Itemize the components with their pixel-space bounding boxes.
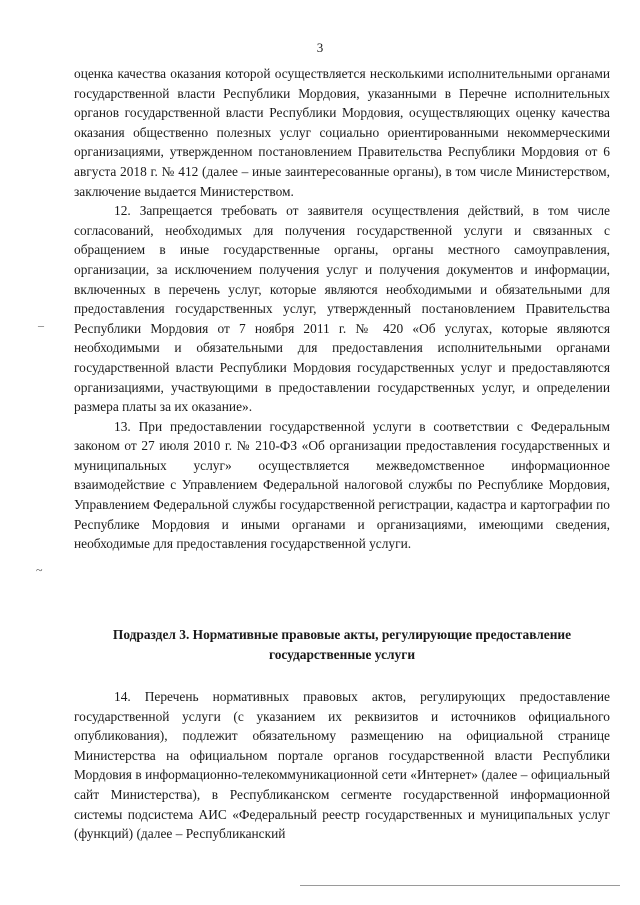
footer-rule <box>300 885 620 886</box>
paragraph-13: 13. При предоставлении государственной услуги в соответствии с Федеральным законом от 27 июля 2010 г. № 210-ФЗ «Об организации предоставления государственных и муниципальных услуг» осуществляется межведомственное информационное взаимодействие с Управлением Федеральной налоговой службы по Республике Мордовия, Управлением Федеральной службы государственной регистрации, кадастра и картографии по Республике Мордовия и иными органами и организациями, имеющими сведения, необходимые для предоставления государственной услуги. <box>74 418 610 552</box>
paragraph-12: 12. Запрещается требовать от заявителя осуществления действий, в том числе согласований, необходимых для получения государственной услуги и связанных с обращением в иные государственные органы, органы местного самоуправления, организации, за исключением получения услуг и получения документов и информации, включенных в перечень услуг, которые являются необходимыми и обязательными для предоставления государственных услуг, утвержденный постановлением Правительства Республики Мордовия от 7 ноября 2011 г. № 420 «Об услугах, которые являются необходимыми и обязательными для предоставления исполнительными органами государственной власти Республики Мордовия государственных услуг и предоставляются организациями, участвующими в предоставлении государственных услуг, и определении размера платы за их оказание». <box>74 203 610 415</box>
section-heading: Подраздел 3. Нормативные правовые акты, регулирующие предоставление государственные услуги <box>112 627 572 662</box>
paragraph-continuation: оценка качества оказания которой осуществляется несколькими исполнительными органами государственной власти Республики Мордовия, указанными в Перечне исполнительных органов государственной власти Республики Мордовия, осуществляющих оценку качества оказания общественно полезных услуг социально ориентированными некоммерческими организациями, утвержденном постановлением Правительства Республики Мордовия от 6 августа 2018 г. № 412 (далее – иные заинтересованные органы), в том числе Министерством, заключение выдается Министерством. <box>74 66 610 199</box>
paragraph-14: 14. Перечень нормативных правовых актов, регулирующих предоставление государственной услуги (с указанием их реквизитов и источников официального опубликования), подлежит обязательному размещению на официальной странице Министерства на официальном портале органов государственной власти Республики Мордовия в информационно-телекоммуникационной сети «Интернет» (далее – официальный сайт Министерства), в Республиканском сегменте государственной информационной системы подсистема АИС «Федеральный реестр государственных и муниципальных услуг (функций) (далее – Республиканский <box>74 689 610 842</box>
margin-mark: ~ <box>36 563 43 577</box>
body-text-top <box>74 64 610 554</box>
body-text-bottom <box>74 687 610 844</box>
margin-mark: – <box>38 318 44 332</box>
page-number: 3 <box>316 40 324 55</box>
